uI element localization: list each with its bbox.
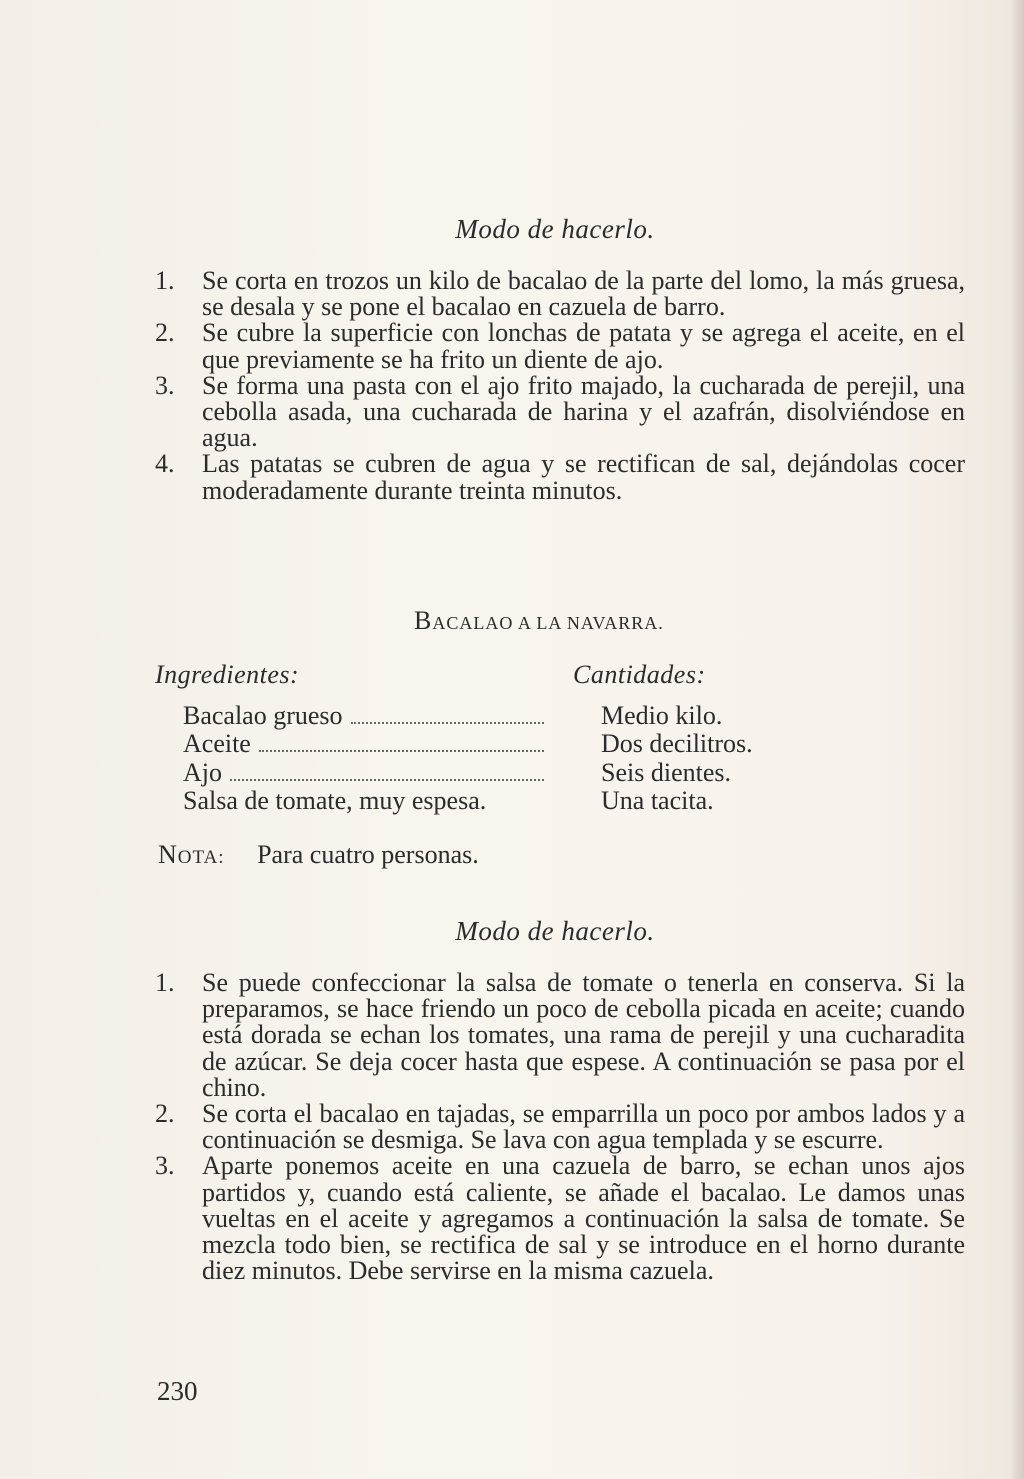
step-text: Se corta en trozos un kilo de bacalao de la parte del lomo, la más gruesa, se desala y se pone el bacalao en cazuela de barro. — [202, 266, 965, 322]
quantities-header: Cantidades: — [573, 660, 706, 689]
ingredient-name: Aceite — [183, 729, 251, 759]
step-text: Las patatas se cubren de agua y se rectifican de sal, dejándolas cocer moderadamente durante treinta minutos. — [202, 449, 965, 505]
ingredient-name: Salsa de tomate, muy espesa. — [183, 786, 487, 816]
step-item — [155, 370, 965, 453]
recipe-title — [414, 608, 664, 636]
note-label: NOTA: — [158, 840, 225, 869]
quantities-list — [601, 702, 753, 816]
quantity-item: Medio kilo. — [601, 701, 723, 730]
page-number: 230 — [157, 1376, 198, 1406]
ingredients-header: Ingredientes: — [155, 660, 300, 689]
steps-list-1 — [155, 268, 965, 504]
step-text: Se forma una pasta con el ajo frito majado, la cucharada de perejil, una cebolla asada, una cucharada de harina y el azafrán, disolviéndose en agua. — [202, 370, 965, 453]
dot-leader — [259, 750, 544, 752]
step-item — [155, 1153, 965, 1284]
step-item — [155, 268, 965, 320]
ingredient-row — [183, 787, 548, 815]
step-text: Se cubre la superficie con lonchas de patata y se agrega el aceite, en el que previamente se ha frito un diente de ajo. — [202, 318, 965, 374]
step-text: Se corta el bacalao en tajadas, se emparrilla un poco por ambos lados y a continuación se desmiga. Se lava con agua templada y se escurre. — [202, 1099, 965, 1155]
ingredient-row — [183, 730, 548, 758]
step-number: 2. — [155, 1099, 175, 1129]
step-item — [155, 970, 965, 1101]
step-number: 4. — [155, 449, 175, 479]
ingredient-name: Bacalao grueso — [183, 701, 343, 730]
ingredients-list — [183, 702, 548, 816]
ingredient-row — [183, 759, 548, 787]
recipe-title-rest: ACALAO A LA NAVARRA. — [432, 613, 664, 633]
note-text: Para cuatro personas. — [257, 840, 479, 869]
step-number: 3. — [155, 1151, 175, 1181]
step-item — [155, 451, 965, 503]
steps-list-2 — [155, 970, 965, 1284]
dot-leader — [351, 722, 544, 724]
quantity-item: Seis dientes. — [601, 757, 731, 787]
step-number: 1. — [155, 266, 175, 295]
section-heading-1: Modo de hacerlo. — [455, 214, 655, 244]
step-number: 1. — [155, 968, 175, 997]
section-heading-2: Modo de hacerlo. — [455, 916, 655, 946]
step-item — [155, 1101, 965, 1153]
ingredient-name: Ajo — [183, 757, 222, 787]
dot-leader — [230, 779, 544, 781]
step-text: Se puede confeccionar la salsa de tomate o tenerla en conserva. Si la preparamos, se hace friendo un poco de cebolla picada en aceite; cuando está dorada se echan los tomates, una rama de perejil y una cucharadita de azúcar. Se deja cocer hasta que espese. A continuación se pasa por el chino. — [202, 968, 965, 1102]
quantity-item: Una tacita. — [601, 786, 714, 816]
recipe-title-initial: B — [414, 606, 433, 635]
note — [158, 840, 479, 870]
step-text: Aparte ponemos aceite en una cazuela de barro, se echan unos ajos partidos y, cuando está caliente, se añade el bacalao. Le damos unas vueltas en el aceite y agregamos a continuación la salsa de tomate. Se mezcla todo bien, se rectifica de sal y se introduce en el horno durante diez minutos. Debe servirse en la misma cazuela. — [202, 1151, 965, 1286]
ingredient-row — [183, 702, 548, 730]
step-number: 2. — [155, 318, 175, 348]
step-number: 3. — [155, 370, 175, 400]
step-item — [155, 320, 965, 372]
quantity-item: Dos decilitros. — [601, 729, 753, 759]
